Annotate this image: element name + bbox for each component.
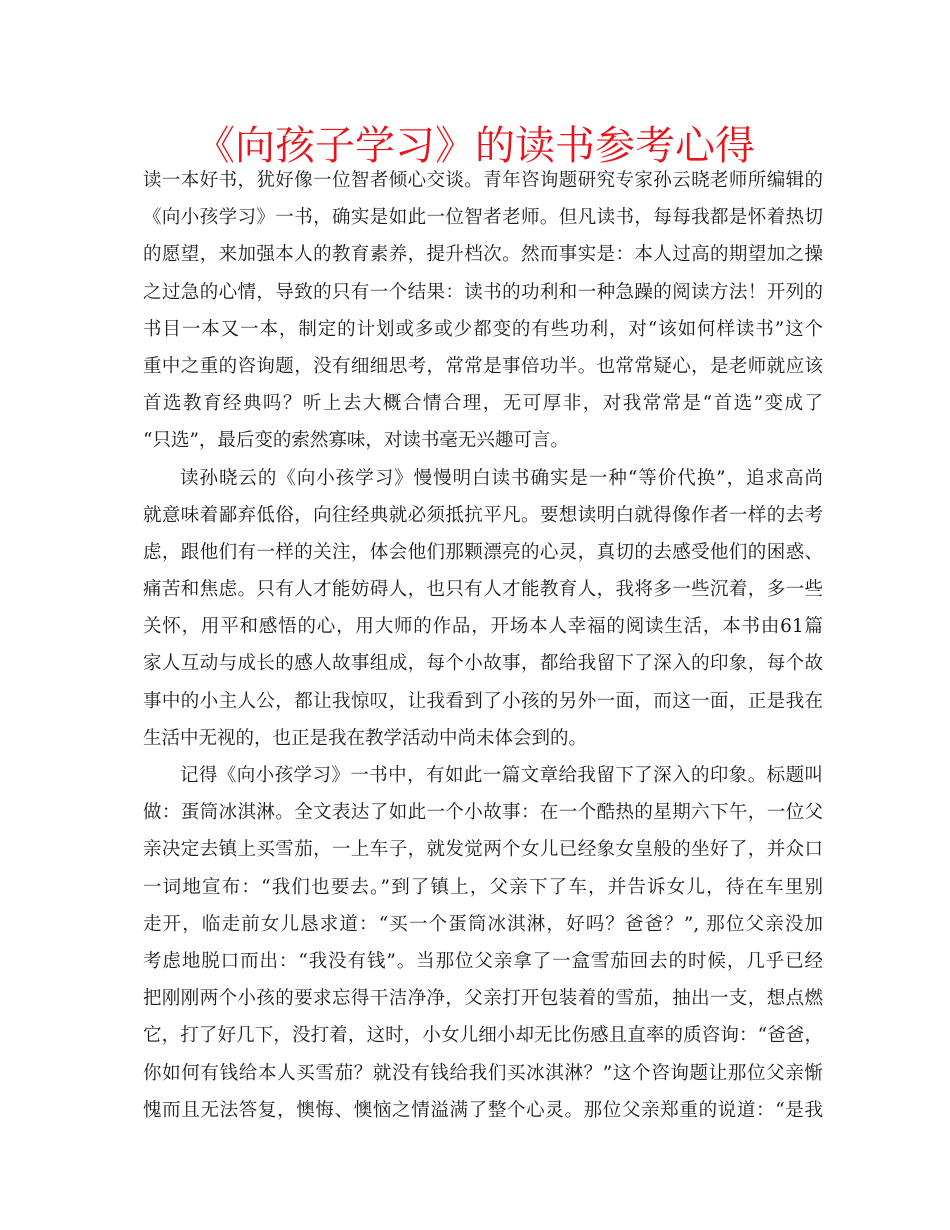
text-line: 它，打了好几下，没打着，这时，小女儿细小却无比伤感且直率的质咨询：“爸爸， [143, 1025, 823, 1047]
text-line: 走开，临走前女儿恳求道：“买一个蛋筒冰淇淋，好吗？爸爸？”, 那位父亲没加 [143, 913, 823, 935]
text-line: 书目一本又一本，制定的计划或多或少都变的有些功利，对“该如何样读书”这个 [143, 318, 823, 340]
text-line: 你如何有钱给本人买雪茄？就没有钱给我们买冰淇淋？”这个咨询题让那位父亲惭 [143, 1062, 823, 1084]
text-line: 痛苦和焦虑。只有人才能妨碍人，也只有人才能教育人，我将多一些沉着，多一些 [143, 579, 823, 601]
text-line: 读一本好书，犹好像一位智者倾心交谈。青年咨询题研究专家孙云晓老师所编辑的 [143, 170, 823, 191]
text-line: 亲决定去镇上买雪茄，一上车子，就发觉两个女儿已经象女皇般的坐好了，并众口 [143, 839, 823, 861]
text-line: 之过急的心情，导致的只有一个结果：读书的功利和一种急躁的阅读方法！开列的 [143, 281, 823, 303]
text-line: 做：蛋筒冰淇淋。全文表达了如此一个小故事：在一个酷热的星期六下午，一位父 [143, 802, 823, 824]
text-line: “只选”，最后变的索然寡味，对读书毫无兴趣可言。 [143, 430, 569, 452]
text-line: 把刚刚两个小孩的要求忘得干洁净净，父亲打开包装着的雪茄，抽出一支，想点燃 [143, 988, 823, 1010]
text-line: 记得《向小孩学习》一书中，有如此一篇文章给我留下了深入的印象。标题叫 [180, 765, 823, 786]
text-line: 《向小孩学习》一书，确实是如此一位智者老师。但凡读书，每每我都是怀着热切 [143, 207, 823, 229]
text-line: 生活中无视的，也正是我在教学活动中尚未体会到的。 [143, 727, 588, 749]
text-line: 虑，跟他们有一样的关注，体会他们那颗漂亮的心灵，真切的去感受他们的困惑、 [143, 541, 823, 563]
text-line: 一词地宣布：“我们也要去。”到了镇上，父亲下了车，并告诉女儿，待在车里别 [143, 876, 823, 898]
text-line: 关怀，用平和感悟的心，用大师的作品，开场本人幸福的阅读生活，本书由61篇 [143, 616, 823, 638]
paragraph [143, 162, 823, 460]
text-line: 考虑地脱口而出：“我没有钱”。当那位父亲拿了一盒雪茄回去的时候，几乎已经 [143, 950, 823, 972]
document-title: 《向孩子学习》的读书参考心得 [195, 123, 755, 169]
text-line: 就意味着鄙弃低俗，向往经典就必须抵抗平凡。要想读明白就得像作者一样的去考 [143, 504, 823, 526]
paragraph [143, 757, 823, 1129]
text-line: 家人互动与成长的感人故事组成，每个小故事，都给我留下了深入的印象，每个故 [143, 653, 823, 675]
text-line: 愧而且无法答复，懊悔、懊恼之情溢满了整个心灵。那位父亲郑重的说道：“是我 [143, 1099, 823, 1121]
text-line: 首选教育经典吗？听上去大概合情合理，无可厚非，对我常常是“首选”变成了 [143, 393, 823, 415]
text-line: 事中的小主人公，都让我惊叹，让我看到了小孩的另外一面，而这一面，正是我在 [143, 690, 823, 712]
paragraph [143, 460, 823, 758]
text-line: 的愿望，来加强本人的教育素养，提升档次。然而事实是：本人过高的期望加之操 [143, 244, 823, 266]
document-body [143, 162, 823, 1129]
text-line: 读孙晓云的《向小孩学习》慢慢明白读书确实是一种“等价代换”，追求高尚 [180, 467, 823, 489]
text-line: 重中之重的咨询题，没有细细思考，常常是事倍功半。也常常疑心，是老师就应该 [143, 355, 823, 377]
